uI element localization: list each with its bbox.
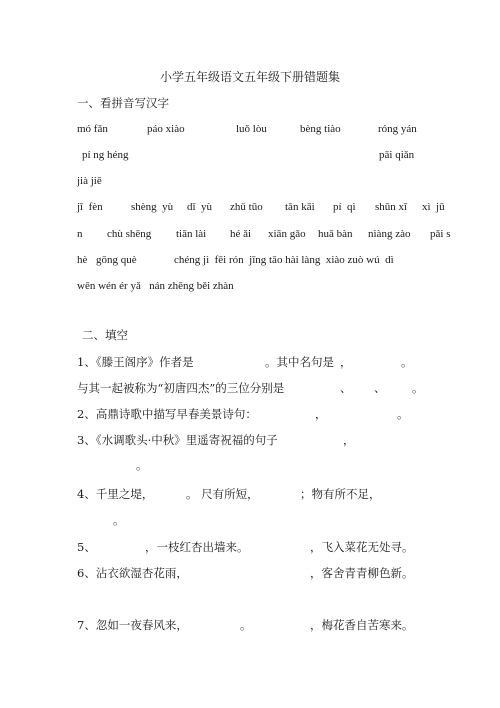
pinyin-item: jī fèn [77, 201, 103, 213]
pinyin-item: xiān gǎo [268, 228, 306, 240]
question-text: 。 [240, 618, 252, 632]
question-text: 。 [136, 458, 148, 472]
question-text: 。 [412, 381, 424, 395]
pinyin-item: jià jiē [77, 175, 102, 187]
question-text: ，飞入菜花无处寻。 [310, 540, 414, 554]
pinyin-item: tān kāi [285, 201, 315, 213]
pinyin-item: róng yán [378, 123, 417, 135]
pinyin-item: huā bàn [318, 228, 353, 240]
pinyin-item: pí qì [333, 201, 356, 213]
pinyin-item: páo xiào [147, 123, 185, 135]
pinyin-item: pǎi s [430, 228, 451, 240]
pinyin-item: pāi qiǎn [379, 149, 415, 161]
question-text: 1、《滕王阁序》作者是 [77, 355, 194, 369]
pinyin-item: zhǔ tūo [230, 201, 263, 213]
pinyin-item: pí ng héng [82, 149, 129, 161]
pinyin-item: hè [77, 254, 88, 266]
question-text: 5、 [77, 540, 96, 554]
pinyin-item: dǐ yù [187, 201, 213, 213]
pinyin-item: shūn xī [375, 201, 408, 213]
question-text: ，客舍青青柳色新。 [310, 566, 414, 580]
pinyin-item: shèng yù [131, 201, 174, 213]
pinyin-item: mó fǎn [77, 123, 108, 135]
pinyin-item: gōng què [96, 254, 137, 266]
question-text: 。 [401, 355, 413, 369]
section-heading-pinyin: 一、看拼音写汉字 [77, 96, 169, 110]
question-text: 4、千里之堤， [77, 487, 154, 501]
question-text: 2、高鼎诗歌中描写早春美景诗句： [77, 407, 257, 421]
question-text: ， [315, 407, 327, 421]
question-text: ；物有所不足， [300, 487, 381, 501]
pinyin-item: wēn wén ér yǎ nán zhēng běi zhàn [77, 280, 234, 292]
pinyin-item: luǒ lòu [236, 123, 267, 135]
question-text: 。 [397, 407, 409, 421]
question-text: 。 尺有所短， [186, 487, 259, 501]
question-text: ，一枝红杏出墙来。 [145, 540, 249, 554]
pinyin-item: bèng tiào [300, 123, 341, 135]
pinyin-item: chéng jì fēi rón jīng tāo hài làng xiào zuò wú dì [174, 254, 394, 266]
document-title: 小学五年级语文五年级下册错题集 [160, 70, 341, 84]
question-text: ， [340, 355, 352, 369]
question-text: 。 [113, 513, 125, 527]
question-text: 、 [374, 381, 386, 395]
pinyin-item: chù shēng [107, 228, 152, 240]
question-text: 6、沾衣欲湿杏花雨， [77, 566, 188, 580]
pinyin-item: hé ǎi [230, 228, 252, 240]
question-text: 与其一起被称为“初唐四杰”的三位分别是 [77, 381, 285, 395]
question-text: 。其中名句是 [265, 355, 334, 369]
question-text: 7、忽如一夜春风来， [77, 618, 188, 632]
question-text: 、 [340, 381, 352, 395]
question-text: ，梅花香自苦寒来。 [310, 618, 414, 632]
question-text: ， [343, 433, 355, 447]
pinyin-item: xì jū [422, 201, 445, 213]
pinyin-item: niàng zào [368, 228, 411, 240]
pinyin-item: tiān lài [176, 228, 207, 240]
pinyin-item: n [77, 228, 83, 240]
question-text: 3、《水调歌头·中秋》里遥寄祝福的句子 [77, 433, 278, 447]
section-heading-fill: 二、填空 [82, 328, 128, 342]
